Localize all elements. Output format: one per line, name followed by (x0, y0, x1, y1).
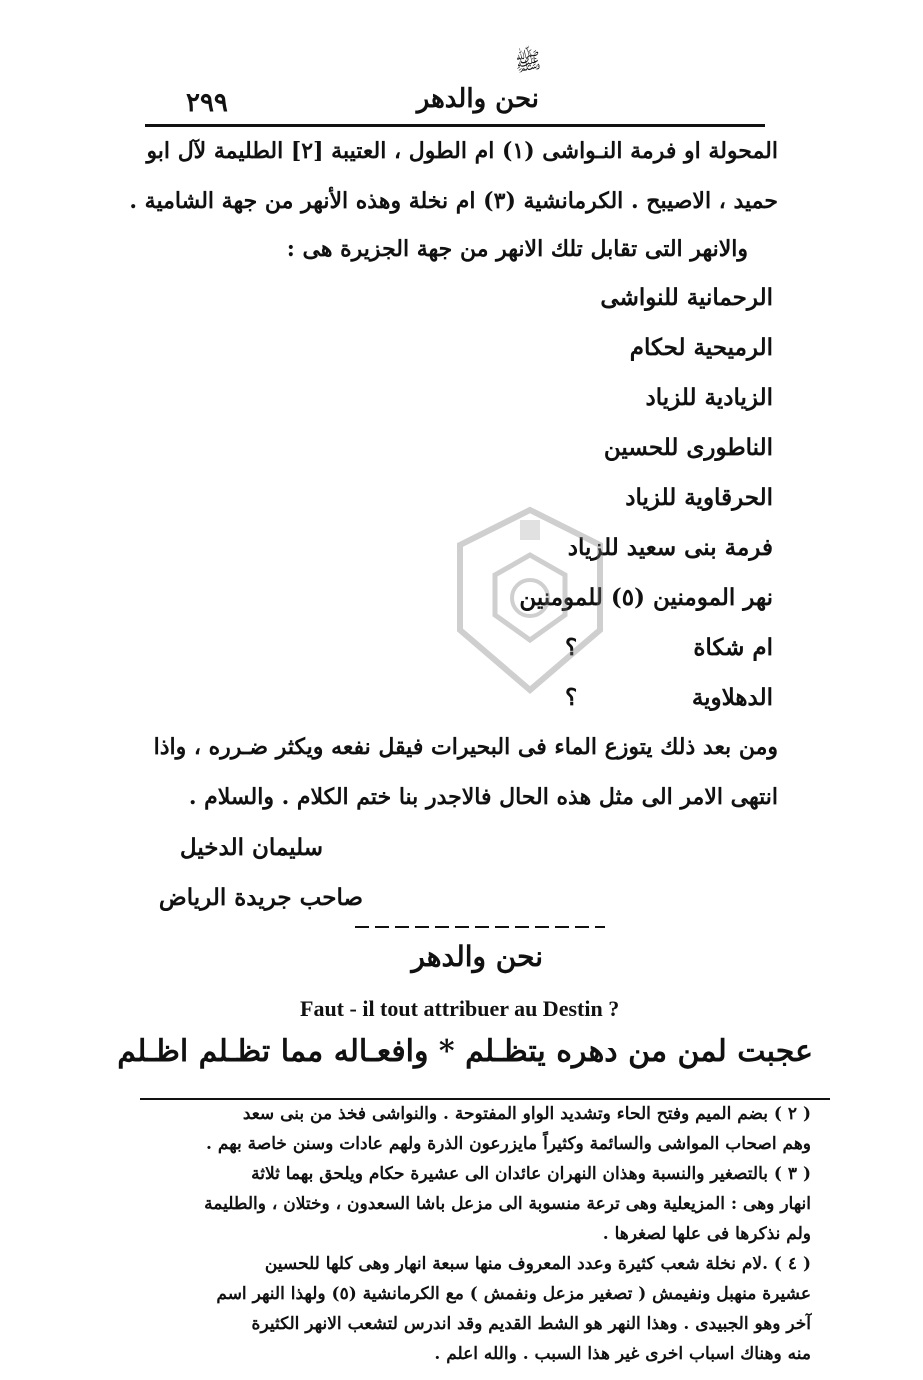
footnote-line-2: وهم اصحاب المواشى والسائمة وكثيراً مايزرعون الذرة ولهم عادات وسنن خاصة بهم . (206, 1134, 811, 1154)
river-item-6: فرمة بنى سعيد للزياد (567, 534, 773, 561)
body-line-2: حميد ، الاصيبح . الكرمانشية (٣) ام نخلة وهذه الأنهر من جهة الشامية . (129, 188, 778, 214)
footnote-line-1: ( ٢ ) بضم الميم وفتح الحاء وتشديد الواو المفتوحة . والنواشى فخذ من بنى سعد (242, 1104, 811, 1124)
river-item-8: ام شكاة (693, 634, 773, 661)
header-rule (145, 124, 765, 127)
signature-title: صاحب جريدة الرياض (158, 884, 363, 911)
library-seal-watermark-icon (430, 500, 630, 700)
article-subtitle-french: Faut - il tout attribuer au Destin ? (300, 996, 620, 1021)
footnote-line-7: عشيرة منهبل ونفيمش ( تصغير مزعل ونفمش ) مع الكرمانشية (٥) ولهذا النهر اسم (216, 1284, 811, 1304)
closing-line-1: ومن بعد ذلك يتوزع الماء فى البحيرات فيقل نفعه ويكثر ضـرره ، واذا (153, 734, 778, 760)
footnote-line-8: آخر وهو الجبيدى . وهذا النهر هو الشط القديم وقد اندرس لتشعب الانهر الكثيرة (251, 1314, 811, 1334)
river-item-8-mark: ؟ (565, 634, 578, 661)
closing-line-2: انتهى الامر الى مثل هذه الحال فالاجدر بنا ختم الكلام . والسلام . (188, 784, 778, 810)
footnote-line-3: ( ٣ ) بالتصغير والنسبة وهذان النهران عائدان الى عشيرة حكام ويلحق بهما ثلاثة (251, 1164, 811, 1184)
river-item-3: الزيادية للزياد (645, 384, 773, 411)
footnote-line-4: انهار وهى : المزيعلية وهى ترعة منسوبة الى مزعل باشا السعدون ، وختلان ، والطليمة (204, 1194, 811, 1214)
article-verse: عجبت لمن من دهره يتظـلم * وافعـاله مما تظـلم اظـلم (117, 1034, 813, 1069)
river-item-2: الرميحية لحكام (629, 334, 773, 361)
section-divider (355, 926, 605, 928)
river-item-9-mark: ؟ (565, 684, 578, 711)
river-item-9: الدهلاوية (691, 684, 773, 711)
page-number: ٢٩٩ (186, 88, 228, 118)
river-item-7: نهر المومنين (٥) للمومنين (519, 584, 773, 611)
article-title: نحن والدهر (411, 940, 543, 973)
crown-ornament-icon: ﷺ (512, 47, 544, 78)
footnote-line-5: ولم نذكرها فى علها لصغرها . (602, 1224, 811, 1244)
river-item-1: الرحمانية للنواشى (600, 284, 773, 311)
footnote-line-9: منه وهناك اسباب اخرى غير هذا السبب . والله اعلم . (434, 1344, 811, 1364)
signature-name: سليمان الدخيل (179, 834, 323, 861)
footnote-line-6: ( ٤ ) .لام نخلة شعب كثيرة وعدد المعروف منها سبعة انهار وهى كلها للحسين (264, 1254, 811, 1274)
body-line-3: والانهر التى تقابل تلك الانهر من جهة الجزيرة هى : (286, 236, 748, 262)
footnote-rule (140, 1098, 830, 1100)
river-item-4: الناطورى للحسين (603, 434, 773, 461)
river-item-5: الحرقاوية للزياد (625, 484, 773, 511)
body-line-1: المحولة او فرمة النـواشى (١) ام الطول ، العتيبة [٢] الطليمة لآل ابو (146, 138, 778, 164)
running-head-title: نحن والدهر (416, 84, 539, 114)
